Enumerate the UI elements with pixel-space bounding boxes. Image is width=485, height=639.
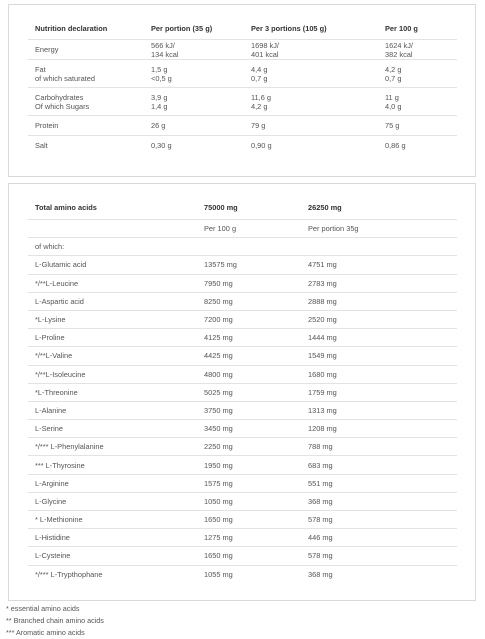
nutrient-name [28, 60, 144, 88]
amino-acid-per-100g: 4125 mg [204, 333, 233, 343]
total-amino-per-portion: 26250 mg [308, 203, 342, 212]
nutrient-value-line: 75 g [385, 121, 400, 130]
nutrient-value [244, 116, 378, 136]
amino-acid-per-100g: 1055 mg [204, 569, 233, 579]
amino-acid-per-100g: 4800 mg [204, 369, 233, 379]
amino-acid-table [28, 196, 457, 583]
nutrition-header-per-portion: Per portion (35 g) [151, 23, 213, 33]
amino-acid-name: L-Alanine [35, 405, 67, 415]
nutrient-value [144, 40, 244, 60]
amino-acid-per-portion: 683 mg [308, 460, 333, 470]
nutrient-value [244, 136, 378, 156]
amino-subheader-per-portion: Per portion 35g [308, 224, 359, 234]
nutrient-value [378, 136, 457, 156]
nutrient-name [28, 40, 144, 60]
amino-acid-name: L-Cysteine [35, 551, 71, 561]
amino-acid-row [28, 474, 457, 492]
nutrient-value-line: 11,6 g [251, 92, 271, 102]
nutrient-value-line: 566 kJ/ [151, 40, 175, 50]
nutrient-value [244, 60, 378, 88]
nutrient-value-line: 1,5 g [151, 64, 168, 74]
nutrient-value-line: 4,2 g [251, 101, 268, 111]
nutrient-value [144, 60, 244, 88]
amino-acid-row [28, 347, 457, 365]
nutrient-value-line: 382 kcal [385, 49, 413, 59]
amino-acid-per-portion: 551 mg [308, 478, 333, 488]
amino-acid-name: * L-Methionine [35, 515, 83, 525]
total-amino-per-100g: 75000 mg [204, 203, 238, 212]
amino-acid-name: L-Proline [35, 333, 65, 343]
amino-acid-per-100g: 3750 mg [204, 405, 233, 415]
nutrition-header-per-100g: Per 100 g [385, 23, 418, 33]
nutrient-value [378, 88, 457, 116]
amino-acid-name: L-Arginine [35, 478, 69, 488]
amino-acid-per-100g: 3450 mg [204, 424, 233, 434]
amino-acid-row [28, 365, 457, 383]
amino-acid-per-100g: 1575 mg [204, 478, 233, 488]
footnote-essential: * essential amino acids [6, 604, 80, 613]
nutrient-value-line: 1,4 g [151, 101, 168, 111]
amino-acid-row [28, 310, 457, 328]
amino-acid-per-portion: 578 mg [308, 515, 333, 525]
amino-subheader-per-100g: Per 100 g [204, 224, 237, 234]
amino-acid-row [28, 547, 457, 565]
amino-acid-name: */*** L-Phenylalanine [35, 442, 104, 452]
nutrient-name-line: Of which Sugars [35, 101, 90, 111]
nutrition-row [28, 88, 457, 116]
amino-acid-row [28, 529, 457, 547]
amino-acid-row [28, 565, 457, 583]
amino-acid-per-portion: 368 mg [308, 569, 333, 579]
nutrition-table [28, 17, 457, 155]
amino-acid-per-portion: 4751 mg [308, 260, 337, 270]
amino-acid-per-100g: 2250 mg [204, 442, 233, 452]
footnotes [6, 603, 104, 639]
amino-acid-row [28, 329, 457, 347]
amino-acid-name: L-Glutamic acid [35, 260, 87, 270]
amino-acid-per-portion: 1549 mg [308, 351, 337, 361]
nutrition-row [28, 136, 457, 156]
amino-acid-name: */*** L-Trypthophane [35, 569, 103, 579]
amino-acids-panel [8, 183, 476, 601]
amino-acid-per-portion: 446 mg [308, 533, 333, 543]
amino-acid-row [28, 438, 457, 456]
of-which-row [28, 238, 457, 256]
nutrient-value [144, 136, 244, 156]
amino-acid-row [28, 420, 457, 438]
amino-acid-per-100g: 1650 mg [204, 515, 233, 525]
nutrition-declaration-panel [8, 4, 476, 177]
amino-acid-per-100g: 1650 mg [204, 551, 233, 561]
nutrient-name-line: Energy [35, 45, 59, 54]
nutrient-name [28, 116, 144, 136]
nutrient-value-line: 0,90 g [251, 141, 272, 150]
nutrient-name-line: of which saturated [35, 73, 95, 83]
footnote-branched-chain: ** Branched chain amino acids [6, 616, 104, 625]
nutrient-name-line: Salt [35, 141, 48, 150]
nutrient-value [144, 88, 244, 116]
amino-acid-per-portion: 1680 mg [308, 369, 337, 379]
amino-acid-name: *** L-Thyrosine [35, 460, 85, 470]
amino-acid-name: L-Histidine [35, 533, 70, 543]
nutrient-value-line: 1624 kJ/ [385, 40, 413, 50]
amino-acid-per-100g: 1275 mg [204, 533, 233, 543]
amino-subheader-label [28, 220, 197, 238]
nutrient-value [244, 40, 378, 60]
amino-acid-name: */**L-Isoleucine [35, 369, 86, 379]
amino-acid-per-portion: 788 mg [308, 442, 333, 452]
nutrient-name-line: Fat [35, 64, 46, 74]
amino-acid-per-portion: 2520 mg [308, 315, 337, 325]
nutrient-value-line: 0,86 g [385, 141, 406, 150]
nutrient-value-line: 134 kcal [151, 49, 179, 59]
amino-acid-per-portion: 2888 mg [308, 296, 337, 306]
nutrient-value-line: 79 g [251, 121, 266, 130]
nutrient-value-line: 4,0 g [385, 101, 402, 111]
nutrient-value-line: 401 kcal [251, 49, 279, 59]
amino-acid-name: *L-Lysine [35, 315, 66, 325]
amino-acid-row [28, 511, 457, 529]
nutrition-header-per-3-portions: Per 3 portions (105 g) [251, 23, 327, 33]
nutrient-name-line: Protein [35, 121, 59, 130]
nutrient-value [378, 40, 457, 60]
amino-acid-per-portion: 1313 mg [308, 405, 337, 415]
amino-acid-per-100g: 1050 mg [204, 496, 233, 506]
amino-acid-per-portion: 368 mg [308, 496, 333, 506]
amino-acid-row [28, 492, 457, 510]
nutrient-value-line: 26 g [151, 121, 166, 130]
amino-subheader-row [28, 220, 457, 238]
nutrient-value-line: 4,4 g [251, 64, 268, 74]
nutrient-value-line: 0,7 g [251, 73, 268, 83]
nutrient-name [28, 136, 144, 156]
amino-acid-row [28, 256, 457, 274]
nutrient-name-line: Carbohydrates [35, 92, 84, 102]
of-which-label: of which: [35, 242, 65, 252]
amino-acid-name: *L-Threonine [35, 387, 78, 397]
amino-acid-per-portion: 1208 mg [308, 424, 337, 434]
amino-acid-per-100g: 1950 mg [204, 460, 233, 470]
nutrition-row [28, 40, 457, 60]
nutrient-value [144, 116, 244, 136]
amino-acid-name: */**L-Valine [35, 351, 73, 361]
amino-acid-row [28, 292, 457, 310]
nutrient-value-line: <0,5 g [151, 73, 172, 83]
nutrient-name [28, 88, 144, 116]
amino-acid-name: L-Serine [35, 424, 63, 434]
total-amino-acids-label: Total amino acids [35, 203, 97, 212]
nutrient-value-line: 4,2 g [385, 64, 402, 74]
nutrient-value-line: 1698 kJ/ [251, 40, 279, 50]
amino-acid-row [28, 456, 457, 474]
nutrient-value-line: 11 g [385, 92, 399, 102]
amino-acid-per-100g: 7200 mg [204, 315, 233, 325]
amino-acid-row [28, 274, 457, 292]
amino-acid-per-portion: 578 mg [308, 551, 333, 561]
amino-acid-per-100g: 4425 mg [204, 351, 233, 361]
nutrient-value [244, 88, 378, 116]
nutrition-row [28, 116, 457, 136]
nutrition-header-row [28, 17, 457, 40]
amino-acid-row [28, 383, 457, 401]
amino-acid-per-portion: 1759 mg [308, 387, 337, 397]
nutrient-value-line: 0,30 g [151, 141, 172, 150]
amino-acid-per-100g: 13575 mg [204, 260, 237, 270]
amino-acid-name: L-Aspartic acid [35, 296, 84, 306]
amino-acid-name: */**L-Leucine [35, 278, 79, 288]
nutrition-row [28, 60, 457, 88]
amino-acid-per-portion: 1444 mg [308, 333, 337, 343]
footnote-aromatic: *** Aromatic amino acids [6, 628, 85, 637]
nutrient-value [378, 60, 457, 88]
amino-acid-name: L-Glycine [35, 496, 67, 506]
amino-header-row [28, 196, 457, 220]
amino-acid-per-100g: 5025 mg [204, 387, 233, 397]
amino-acid-row [28, 401, 457, 419]
amino-acid-per-100g: 7950 mg [204, 278, 233, 288]
nutrition-header-label: Nutrition declaration [35, 23, 108, 33]
amino-acid-per-portion: 2783 mg [308, 278, 337, 288]
nutrient-value-line: 3,9 g [151, 92, 168, 102]
nutrient-value [378, 116, 457, 136]
nutrient-value-line: 0,7 g [385, 73, 402, 83]
amino-acid-per-100g: 8250 mg [204, 296, 233, 306]
